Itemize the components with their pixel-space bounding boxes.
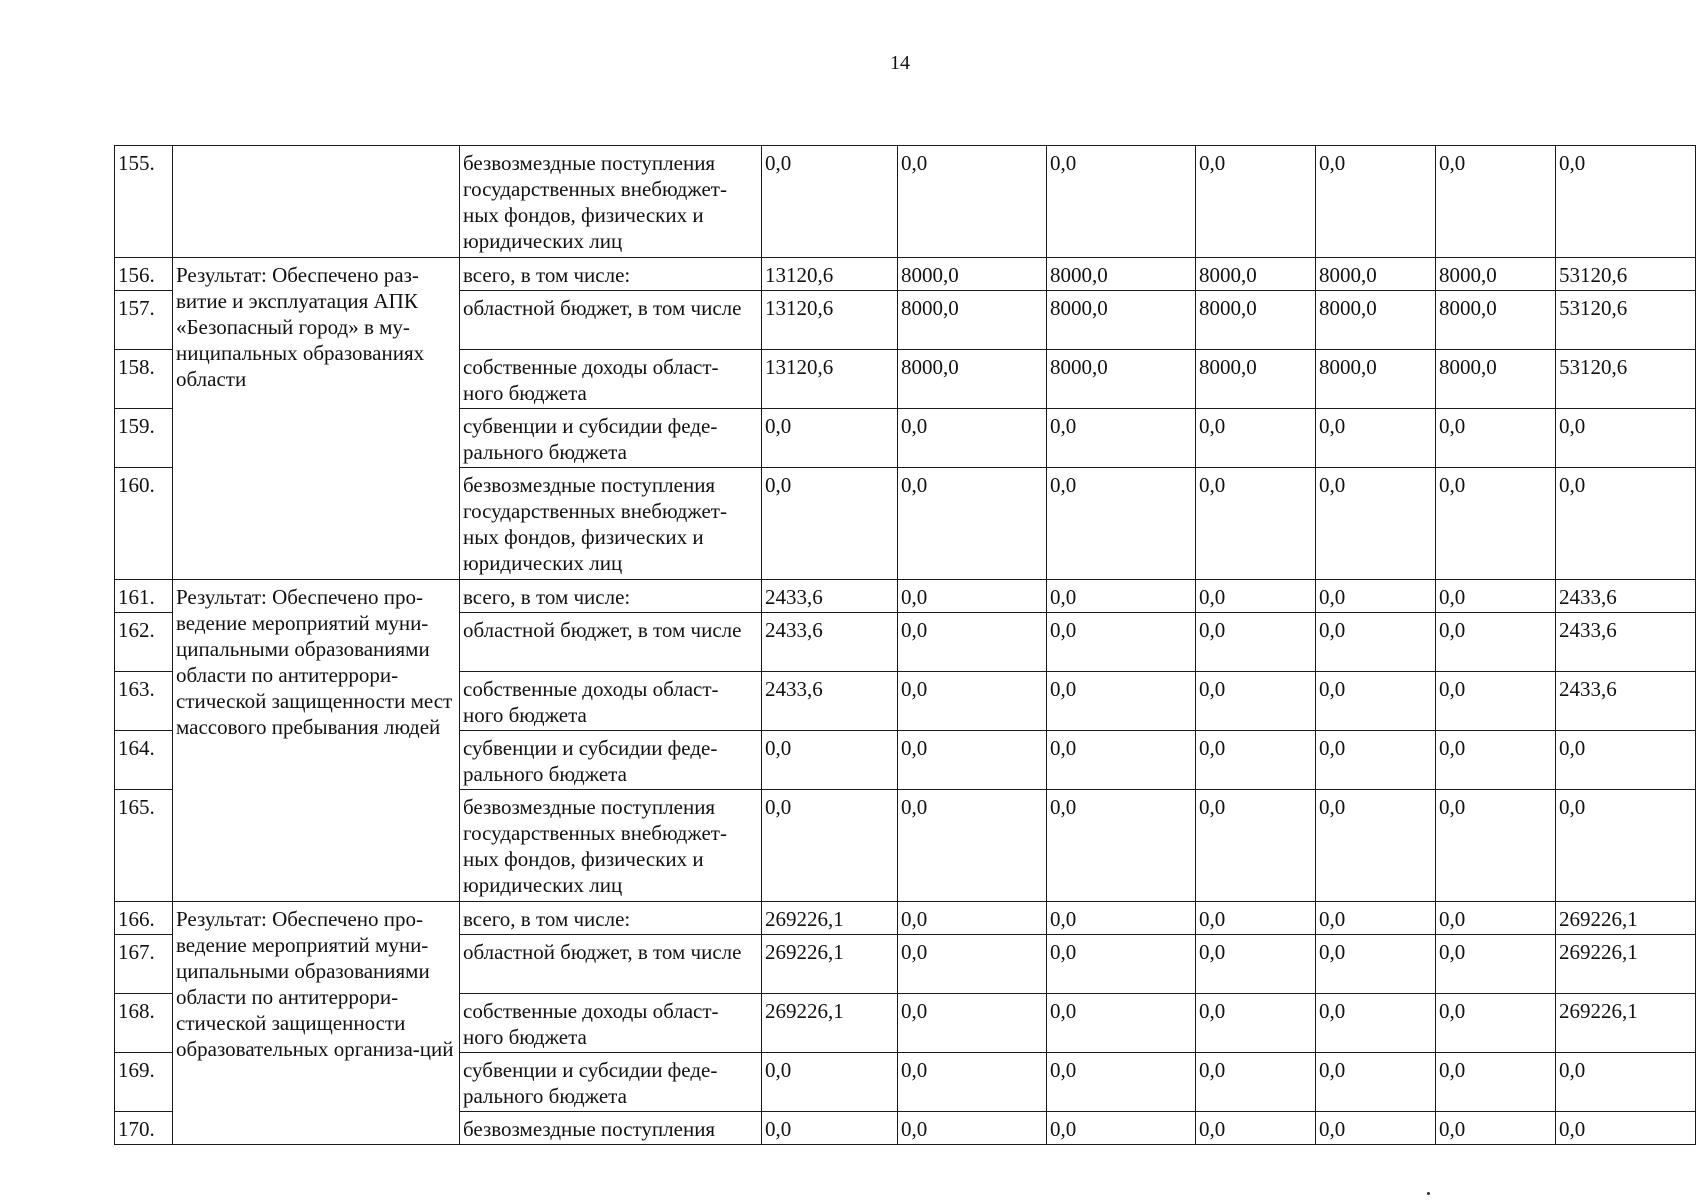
year-value-cell: 0,0	[762, 790, 898, 902]
year-value-cell: 0,0	[1196, 409, 1316, 468]
year-value-cell: 0,0	[1196, 1112, 1316, 1145]
total-value-cell: 53120,6	[1556, 258, 1696, 291]
funding-source-cell: областной бюджет, в том числе	[460, 935, 762, 994]
year-value-cell: 0,0	[1436, 1053, 1556, 1112]
year-value-cell: 0,0	[1316, 731, 1436, 790]
table-row	[115, 580, 1696, 613]
result-description-cell	[173, 146, 460, 258]
year-value-cell: 0,0	[762, 731, 898, 790]
year-value-cell: 0,0	[898, 1112, 1047, 1145]
year-value-cell: 0,0	[1316, 672, 1436, 731]
year-value-cell: 13120,6	[762, 258, 898, 291]
year-value-cell: 8000,0	[898, 350, 1047, 409]
row-number-cell: 167.	[115, 935, 173, 994]
year-value-cell: 0,0	[1436, 613, 1556, 672]
year-value-cell: 8000,0	[1196, 291, 1316, 350]
row-number-cell: 170.	[115, 1112, 173, 1145]
scan-speck	[1427, 1192, 1430, 1195]
total-value-cell: 0,0	[1556, 1053, 1696, 1112]
funding-source-cell: всего, в том числе:	[460, 258, 762, 291]
year-value-cell: 8000,0	[1436, 258, 1556, 291]
year-value-cell: 0,0	[1196, 935, 1316, 994]
year-value-cell: 0,0	[1436, 902, 1556, 935]
year-value-cell: 0,0	[1047, 1053, 1196, 1112]
year-value-cell: 0,0	[898, 580, 1047, 613]
year-value-cell: 0,0	[1316, 146, 1436, 258]
year-value-cell: 0,0	[898, 902, 1047, 935]
year-value-cell: 0,0	[898, 731, 1047, 790]
year-value-cell: 0,0	[1436, 672, 1556, 731]
result-description-cell: Результат: Обеспечено про-ведение мероприятий муни-ципальными образованиями области по антитеррори-стической защищенности мест массового пребывания людей	[173, 580, 460, 902]
total-value-cell: 0,0	[1556, 731, 1696, 790]
total-value-cell: 0,0	[1556, 146, 1696, 258]
page-number: 14	[890, 52, 910, 74]
year-value-cell: 0,0	[1316, 1053, 1436, 1112]
year-value-cell: 0,0	[1047, 672, 1196, 731]
funding-source-cell: собственные доходы област-ного бюджета	[460, 994, 762, 1053]
year-value-cell: 8000,0	[1436, 291, 1556, 350]
year-value-cell: 0,0	[762, 468, 898, 580]
funding-source-cell: субвенции и субсидии феде-рального бюджета	[460, 731, 762, 790]
year-value-cell: 0,0	[1047, 1112, 1196, 1145]
funding-source-cell: безвозмездные поступления государственных внебюджет-ных фондов, физических и юридических лиц	[460, 790, 762, 902]
row-number-cell: 168.	[115, 994, 173, 1053]
year-value-cell: 0,0	[1196, 580, 1316, 613]
year-value-cell: 269226,1	[762, 994, 898, 1053]
year-value-cell: 0,0	[898, 409, 1047, 468]
row-number-cell: 163.	[115, 672, 173, 731]
year-value-cell: 0,0	[1316, 790, 1436, 902]
year-value-cell: 0,0	[1047, 613, 1196, 672]
year-value-cell: 0,0	[762, 146, 898, 258]
year-value-cell: 0,0	[1196, 1053, 1316, 1112]
year-value-cell: 0,0	[1047, 580, 1196, 613]
year-value-cell: 2433,6	[762, 613, 898, 672]
year-value-cell: 0,0	[1436, 468, 1556, 580]
table-row	[115, 258, 1696, 291]
year-value-cell: 0,0	[1436, 994, 1556, 1053]
total-value-cell: 0,0	[1556, 409, 1696, 468]
row-number-cell: 157.	[115, 291, 173, 350]
row-number-cell: 166.	[115, 902, 173, 935]
year-value-cell: 0,0	[898, 1053, 1047, 1112]
total-value-cell: 269226,1	[1556, 902, 1696, 935]
year-value-cell: 0,0	[1196, 468, 1316, 580]
total-value-cell: 2433,6	[1556, 613, 1696, 672]
year-value-cell: 0,0	[1196, 994, 1316, 1053]
year-value-cell: 0,0	[1196, 790, 1316, 902]
total-value-cell: 53120,6	[1556, 350, 1696, 409]
year-value-cell: 0,0	[1316, 1112, 1436, 1145]
budget-table	[114, 145, 1696, 1145]
year-value-cell: 13120,6	[762, 291, 898, 350]
funding-source-cell: субвенции и субсидии феде-рального бюджета	[460, 1053, 762, 1112]
year-value-cell: 0,0	[1316, 409, 1436, 468]
total-value-cell: 0,0	[1556, 790, 1696, 902]
year-value-cell: 8000,0	[1047, 350, 1196, 409]
year-value-cell: 0,0	[762, 409, 898, 468]
total-value-cell: 269226,1	[1556, 935, 1696, 994]
year-value-cell: 0,0	[1196, 731, 1316, 790]
year-value-cell: 0,0	[1047, 935, 1196, 994]
year-value-cell: 0,0	[1196, 672, 1316, 731]
funding-source-cell: субвенции и субсидии феде-рального бюджета	[460, 409, 762, 468]
funding-source-cell: безвозмездные поступления государственных внебюджет-ных фондов, физических и юридических лиц	[460, 468, 762, 580]
year-value-cell: 0,0	[1047, 146, 1196, 258]
year-value-cell: 13120,6	[762, 350, 898, 409]
year-value-cell: 0,0	[1436, 731, 1556, 790]
funding-source-cell: собственные доходы област-ного бюджета	[460, 672, 762, 731]
year-value-cell: 0,0	[898, 994, 1047, 1053]
year-value-cell: 8000,0	[1047, 291, 1196, 350]
year-value-cell: 0,0	[1436, 1112, 1556, 1145]
year-value-cell: 8000,0	[1316, 291, 1436, 350]
total-value-cell: 0,0	[1556, 1112, 1696, 1145]
row-number-cell: 155.	[115, 146, 173, 258]
year-value-cell: 0,0	[1436, 935, 1556, 994]
year-value-cell: 8000,0	[1196, 350, 1316, 409]
total-value-cell: 53120,6	[1556, 291, 1696, 350]
row-number-cell: 165.	[115, 790, 173, 902]
funding-source-cell: собственные доходы област-ного бюджета	[460, 350, 762, 409]
total-value-cell: 2433,6	[1556, 580, 1696, 613]
year-value-cell: 0,0	[1436, 580, 1556, 613]
row-number-cell: 160.	[115, 468, 173, 580]
row-number-cell: 158.	[115, 350, 173, 409]
year-value-cell: 0,0	[1316, 613, 1436, 672]
year-value-cell: 0,0	[898, 935, 1047, 994]
funding-source-cell: областной бюджет, в том числе	[460, 291, 762, 350]
row-number-cell: 169.	[115, 1053, 173, 1112]
year-value-cell: 0,0	[1316, 935, 1436, 994]
year-value-cell: 269226,1	[762, 902, 898, 935]
year-value-cell: 0,0	[1316, 902, 1436, 935]
funding-source-cell: безвозмездные поступления государственных внебюджет-ных фондов, физических и юридических лиц	[460, 146, 762, 258]
year-value-cell: 8000,0	[898, 291, 1047, 350]
year-value-cell: 0,0	[1436, 790, 1556, 902]
year-value-cell: 0,0	[898, 146, 1047, 258]
total-value-cell: 2433,6	[1556, 672, 1696, 731]
year-value-cell: 0,0	[898, 468, 1047, 580]
row-number-cell: 162.	[115, 613, 173, 672]
year-value-cell: 0,0	[1436, 409, 1556, 468]
year-value-cell: 0,0	[1316, 994, 1436, 1053]
year-value-cell: 0,0	[1047, 409, 1196, 468]
year-value-cell: 0,0	[1436, 146, 1556, 258]
funding-source-cell: областной бюджет, в том числе	[460, 613, 762, 672]
year-value-cell: 0,0	[1316, 468, 1436, 580]
year-value-cell: 0,0	[1196, 613, 1316, 672]
funding-source-cell: безвозмездные поступления	[460, 1112, 762, 1145]
row-number-cell: 164.	[115, 731, 173, 790]
year-value-cell: 0,0	[762, 1112, 898, 1145]
row-number-cell: 156.	[115, 258, 173, 291]
year-value-cell: 0,0	[1196, 146, 1316, 258]
result-description-cell: Результат: Обеспечено раз-витие и эксплуатация АПК «Безопасный город» в му-ниципальных образованиях области	[173, 258, 460, 580]
funding-source-cell: всего, в том числе:	[460, 902, 762, 935]
year-value-cell: 0,0	[1047, 731, 1196, 790]
total-value-cell: 269226,1	[1556, 994, 1696, 1053]
year-value-cell: 8000,0	[1316, 350, 1436, 409]
year-value-cell: 0,0	[1316, 580, 1436, 613]
funding-source-cell: всего, в том числе:	[460, 580, 762, 613]
year-value-cell: 8000,0	[1047, 258, 1196, 291]
year-value-cell: 0,0	[762, 1053, 898, 1112]
year-value-cell: 0,0	[1047, 902, 1196, 935]
year-value-cell: 0,0	[1047, 468, 1196, 580]
year-value-cell: 0,0	[898, 672, 1047, 731]
result-description-cell: Результат: Обеспечено про-ведение мероприятий муни-ципальными образованиями области по антитеррори-стической защищенности образовательных организа-ций	[173, 902, 460, 1145]
year-value-cell: 8000,0	[898, 258, 1047, 291]
row-number-cell: 161.	[115, 580, 173, 613]
year-value-cell: 8000,0	[1196, 258, 1316, 291]
row-number-cell: 159.	[115, 409, 173, 468]
year-value-cell: 2433,6	[762, 672, 898, 731]
year-value-cell: 0,0	[1047, 790, 1196, 902]
year-value-cell: 8000,0	[1316, 258, 1436, 291]
year-value-cell: 0,0	[898, 613, 1047, 672]
year-value-cell: 8000,0	[1436, 350, 1556, 409]
year-value-cell: 0,0	[1047, 994, 1196, 1053]
total-value-cell: 0,0	[1556, 468, 1696, 580]
table-row	[115, 146, 1696, 258]
year-value-cell: 2433,6	[762, 580, 898, 613]
year-value-cell: 269226,1	[762, 935, 898, 994]
table-row	[115, 902, 1696, 935]
year-value-cell: 0,0	[1196, 902, 1316, 935]
year-value-cell: 0,0	[898, 790, 1047, 902]
budget-table-body	[115, 146, 1696, 1145]
